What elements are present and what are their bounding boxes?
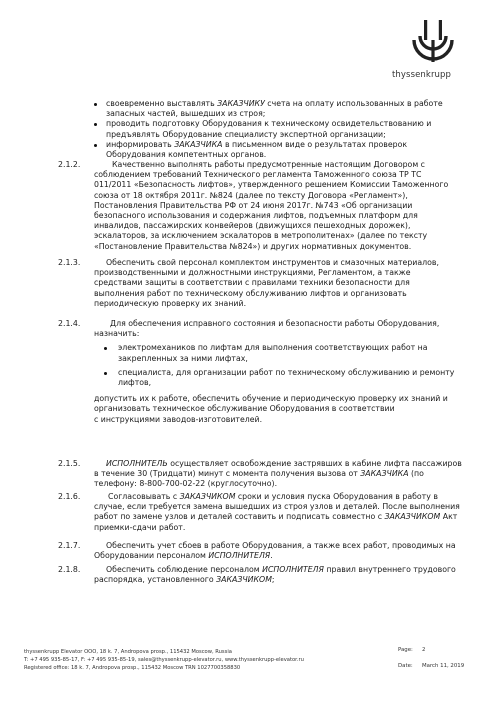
bullet-line xyxy=(118,354,248,364)
text-run: . xyxy=(270,551,273,561)
clause-line xyxy=(94,479,277,489)
text-run: производственными и должностными инструкциями, Регламентом, а также xyxy=(94,268,411,278)
text-run: соблюдением требований Технического регламента Таможенного союза ТР ТС xyxy=(94,170,422,180)
party-name: ЗАКАЗЧИКОМ xyxy=(216,575,272,585)
clause-line xyxy=(94,231,427,241)
text-run: закрепленных за ними лифтах, xyxy=(118,353,248,363)
clause-number: 2.1.5. xyxy=(58,459,81,468)
party-name: ЗАКАЗЧИКА xyxy=(360,469,409,479)
clause-line xyxy=(94,469,424,479)
bullet-icon xyxy=(94,144,97,147)
footer-date-label: Date: xyxy=(398,663,413,669)
party-name: ИСПОЛНИТЕЛЯ xyxy=(208,551,271,561)
bullet-icon xyxy=(94,123,97,126)
bullet-icon xyxy=(104,372,107,375)
text-run: правил внутреннего трудового xyxy=(323,565,456,574)
clause-line xyxy=(94,575,275,585)
text-run: Постановления Правительства РФ от 24 июня 2017г. №743 «Об организации xyxy=(94,200,413,210)
text-run: работ по замене узлов и деталей составить и подписать совместно с xyxy=(94,512,385,522)
text-run: Оборудования компетентных органов. xyxy=(106,150,267,159)
thyssenkrupp-logo xyxy=(392,14,474,84)
text-run: Обеспечить учет сбоев в работе Оборудования, а также всех работ, проводимых на xyxy=(106,541,456,550)
clause-line xyxy=(94,415,262,425)
text-run: информировать xyxy=(106,139,175,149)
text-run: случае, если требуется замена вышедших из строя узлов и деталей. После выполнения xyxy=(94,502,460,512)
text-run: предъявлять Оборудование специалисту экспертной организации; xyxy=(106,129,386,139)
footer-registered-office: Registered office: 18 k. 7, Andropova prosp., 115432 Moscow TRN 1027700358830 xyxy=(24,665,241,671)
bullet-line xyxy=(118,343,428,353)
text-run: телефону: 8-800-700-02-22 (круглосуточно). xyxy=(94,479,278,489)
clause-line xyxy=(94,523,185,533)
text-run: 011/2011 «Безопасность лифтов», утвержденного решением Комиссии Таможенного xyxy=(94,180,449,190)
text-run: организовать техническое обслуживание Оборудования в соответствии xyxy=(94,404,395,414)
text-run: своевременно выставлять xyxy=(106,99,218,108)
clause-line xyxy=(94,278,410,288)
clause-line xyxy=(94,394,448,404)
clause-line xyxy=(94,289,407,299)
text-run: выполнения работ по техническому обслуживанию лифтов и организовать xyxy=(94,288,407,298)
text-run: проводить подготовку Оборудования к техническому освидетельствованию и xyxy=(106,119,432,129)
footer-company-address: thyssenkrupp Elevator OOO, 18 k. 7, Andropova prosp., 115432 Moscow, Russia xyxy=(24,649,232,655)
clause-line xyxy=(112,160,425,170)
clause-number: 2.1.6. xyxy=(58,492,81,501)
footer-contacts: T: +7 495 935-85-17, F: +7 495 935-85-19, sales@thyssenkrupp-elevator.ru, www.thyssenkrupp-elevator.ru xyxy=(24,657,304,663)
text-run: (по xyxy=(408,469,424,479)
clause-line xyxy=(94,170,421,180)
clause-number: 2.1.7. xyxy=(58,541,81,550)
text-run: с инструкциями заводов-изготовителей. xyxy=(94,414,263,424)
text-run: в течение 30 (Тридцати) минут с момента получения вызова от xyxy=(94,469,361,479)
text-run: запасных частей, вышедших из строя; xyxy=(106,109,266,119)
bullet-icon xyxy=(104,347,107,350)
clause-line xyxy=(106,459,462,469)
text-run: периодическую проверку их знаний. xyxy=(94,298,247,308)
clause-line xyxy=(94,180,448,190)
clause-number: 2.1.2. xyxy=(58,160,81,169)
text-run: счета на оплату использованных в работе xyxy=(264,99,443,108)
bullet-line xyxy=(106,109,265,119)
bullet-line xyxy=(106,150,266,160)
clause-number: 2.1.4. xyxy=(58,319,81,328)
clause-line xyxy=(94,299,246,309)
party-name: ИСПОЛНИТЕЛЯ xyxy=(262,565,324,574)
clause-line xyxy=(106,258,439,268)
footer-page-label: Page: xyxy=(398,647,413,653)
clause-line xyxy=(106,565,456,575)
text-run: электромехаников по лифтам для выполнения соответствующих работ на xyxy=(118,343,428,353)
footer-date-value: March 11, 2019 xyxy=(422,663,465,669)
clause-line xyxy=(94,201,412,211)
party-name: ЗАКАЗЧИКОМ xyxy=(384,512,441,522)
text-run: безопасного использования и содержания лифтов, подъемных платформ для xyxy=(94,211,418,220)
text-run: назначить: xyxy=(94,329,140,339)
bullet-line xyxy=(106,140,407,150)
text-run: ; xyxy=(271,575,275,585)
bullet-line xyxy=(106,119,431,129)
text-run: Обеспечить соблюдение персоналом xyxy=(106,565,263,574)
text-run: распорядка, установленного xyxy=(94,575,217,585)
clause-line xyxy=(94,221,410,231)
logo-wordmark: thyssenkrupp xyxy=(392,70,452,80)
party-name: ЗАКАЗЧИКОМ xyxy=(179,492,236,501)
bullet-icon xyxy=(94,103,97,106)
text-run: лифтов, xyxy=(118,378,152,387)
text-run: инвалидов, пассажирских конвейеров (движущихся пешеходных дорожек), xyxy=(94,221,411,231)
clause-line xyxy=(94,268,411,278)
thyssenkrupp-logo-icon xyxy=(404,14,462,68)
text-run: приемки-сдачи работ. xyxy=(94,522,186,532)
clause-line xyxy=(94,329,139,339)
party-name: ЗАКАЗЧИКА xyxy=(174,139,223,149)
clause-line xyxy=(94,211,418,221)
clause-line xyxy=(94,242,411,252)
clause-line xyxy=(94,551,273,561)
party-name: ИСПОЛНИТЕЛЬ xyxy=(106,459,168,468)
text-run: допустить их к работе, обеспечить обучение и периодическую проверку их знаний и xyxy=(94,394,448,404)
clause-line xyxy=(110,319,439,329)
clause-line xyxy=(94,512,457,522)
bullet-line xyxy=(106,130,386,140)
bullet-line xyxy=(106,99,443,109)
text-run: сроки и условия пуска Оборудования в работу в xyxy=(235,492,438,501)
text-run: осуществляет освобождение застрявших в кабине лифта пассажиров xyxy=(167,459,462,468)
text-run: Для обеспечения исправного состояния и безопасности работы Оборудования, xyxy=(110,319,440,328)
clause-line xyxy=(106,541,456,551)
text-run: эскалаторов, за исключением эскалаторов в метрополитенах» (далее по тексту xyxy=(94,231,428,241)
clause-number: 2.1.3. xyxy=(58,258,81,267)
footer-page-value: 2 xyxy=(422,647,426,653)
text-run: Качественно выполнять работы предусмотренные настоящим Договором с xyxy=(112,160,425,169)
text-run: Акт xyxy=(440,512,458,522)
text-run: Обеспечить свой персонал комплектом инструментов и смазочных материалов, xyxy=(106,258,439,267)
text-run: в письменном виде о результатах проверок xyxy=(222,139,408,149)
clause-line xyxy=(94,404,395,414)
party-name: ЗАКАЗЧИКУ xyxy=(217,99,265,108)
text-run: Оборудовании персоналом xyxy=(94,551,209,561)
text-run: Согласовывать с xyxy=(108,492,180,501)
clause-line xyxy=(94,191,408,201)
text-run: союза от 18 октября 2011г. №824 (далее по тексту Договора «Регламент»), xyxy=(94,190,408,200)
bullet-line xyxy=(118,368,454,378)
clause-line xyxy=(108,492,438,502)
bullet-line xyxy=(118,378,151,388)
text-run: «Постановление Правительства №824») и других нормативных документов. xyxy=(94,241,412,251)
text-run: средствами защиты в соответствии с правилами техники безопасности для xyxy=(94,278,410,288)
text-run: специалиста, для организации работ по техническому обслуживанию и ремонту xyxy=(118,367,455,377)
clause-number: 2.1.8. xyxy=(58,565,81,574)
clause-line xyxy=(94,502,460,512)
